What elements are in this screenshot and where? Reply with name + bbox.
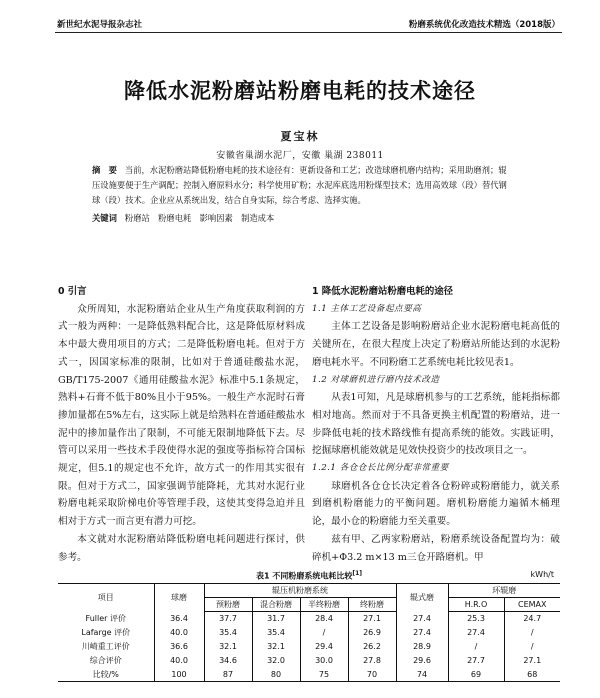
table-cell: 27.7 [448, 654, 504, 668]
table-cell: 75 [300, 668, 348, 682]
intro-paragraph-1: 众所周知，水泥粉磨站企业从生产角度获取利润的方式一般为两种：一是降低熟料配合比，这是降低原材料成本中最大费用项目的方式；二是降低粉磨电耗。但对于方式一，因国家标准的限制，比如对于普通硅酸盐水泥，GB/T175-2007《通用硅酸盐水泥》标准中5.1条规定，熟料+石膏不低于80%且小于95%。一般生产水泥时石膏掺加量都在5%左右，这实际上就是给熟料在普通硅酸盐水泥中的掺加量作出了限制，不可能无限制地降低下去。尽管可以采用一些技术手段使得水泥的强度等指标符合国标规定，但5.1的规定也不允许，故方式一的作用其实很有限。但对于方式二，国家强调节能降耗，尤其对水泥行业粉磨电耗采取阶梯电价等管理手段，这使其变得急迫并且相对于方式一而言更有潜力可挖。 [58, 303, 305, 528]
table-cell: / [448, 640, 504, 654]
table-cell: 24.7 [504, 612, 560, 626]
subsection-1-1-paragraph: 主体工艺设备是影响粉磨站企业水泥粉磨电耗高低的关键所在，在很大程度上决定了粉磨站所能达到的水泥粉磨电耗水平。不同粉磨工艺系统电耗比较见表1。 [312, 321, 560, 368]
table-cell: / [300, 626, 348, 640]
table-row [58, 612, 560, 626]
table-cell: / [504, 640, 560, 654]
keywords-text: 粉磨站 粉磨电耗 影响因素 制造成本 [124, 213, 275, 223]
subsection-1-2-1-heading: 1.2.1 各仓仓长比例分配非常重要 [312, 463, 449, 474]
table-cell: / [504, 626, 560, 640]
subsection-1-2-paragraph: 从表1可知，凡是球磨机参与的工艺系统，能耗指标都相对地高。然而对于不具备更换主机配置的粉磨站，进一步降低电耗的技术路线惟有提高系统的能效。实践证明，挖掘球磨机能效就是见效快投资少的技改项目之一。 [312, 392, 560, 457]
th-roller-press-group: 辊压机粉磨系统 [204, 584, 396, 598]
table-cell: 27.4 [396, 612, 448, 626]
table-caption-ref: [1] [352, 570, 363, 577]
table-cell: 36.4 [154, 612, 204, 626]
table-cell: 30.0 [300, 654, 348, 668]
right-column [312, 283, 560, 566]
subsection-1-1-heading: 1.1 主体工艺设备起点要高 [312, 303, 422, 314]
table-cell: 32.1 [204, 640, 252, 654]
section-1-heading: 1 降低水泥粉磨站粉磨电耗的途径 [312, 286, 454, 297]
author: 夏宝林 [280, 130, 320, 143]
table-cell: 27.4 [448, 626, 504, 640]
keywords [92, 212, 512, 224]
table-cell: 100 [154, 668, 204, 682]
table-cell: 74 [396, 668, 448, 682]
table-cell: 35.4 [204, 626, 252, 640]
row-label: 比较/% [58, 668, 154, 682]
table-cell: 40.0 [154, 654, 204, 668]
th-horo: H.R.O [448, 598, 504, 612]
th-pre-grinding: 预粉磨 [204, 598, 252, 612]
row-label: 川崎重工评价 [81, 642, 130, 651]
affiliation: 安徽省巢湖水泥厂，安徽 巢湖 238011 [216, 151, 384, 161]
th-semi-final-grinding: 半终粉磨 [300, 598, 348, 612]
table-cell: 28.9 [396, 640, 448, 654]
subsection-1-2-1-paragraph-a: 球磨机各仓仓长决定着各仓粉碎或粉磨能力，就关系到磨机粉磨能力的平衡问题。磨机粉磨能力遍循木桶理论，最小仓的粉磨能力至关重要。 [312, 480, 560, 528]
article-title: 降低水泥粉磨站粉磨电耗的技术途径 [124, 79, 476, 103]
table-cell: 25.3 [448, 612, 504, 626]
table-cell: 29.4 [300, 640, 348, 654]
table-cell: 87 [204, 668, 252, 682]
abstract-text: 当前，水泥粉磨站降低粉磨电耗的技术途径有：更新设备和工艺；改造球磨机磨内结构；采用助磨剂；辊压设施要便于生产调配；控制入磨原料水分；科学使用矿粉；水泥库底选用粉煤型技术；选用高效球（段）替代钢球（段）技术。企业应从系统出发，结合自身实际，综合考虑、选择实施。 [92, 165, 507, 205]
subsection-1-2-heading: 1.2 对球磨机进行磨内技术改造 [312, 374, 440, 385]
table-cell: 32.1 [252, 640, 300, 654]
table-cell: 27.8 [348, 654, 396, 668]
table-cell: 36.6 [154, 640, 204, 654]
abstract [92, 163, 512, 208]
table-cell: 29.6 [396, 654, 448, 668]
th-vertical-mill: 辊式磨 [396, 584, 448, 612]
th-final-grinding: 终粉磨 [348, 598, 396, 612]
header-rule [55, 32, 562, 33]
table-cell: 40.0 [154, 626, 204, 640]
table-cell: 26.2 [348, 640, 396, 654]
table-unit: kWh/t [530, 570, 554, 579]
table-row [58, 668, 560, 682]
table-row [58, 626, 560, 640]
table-cell: 69 [448, 668, 504, 682]
intro-heading: 0 引言 [58, 286, 87, 297]
table-cell: 70 [348, 668, 396, 682]
table-cell: 32.0 [252, 654, 300, 668]
keywords-label: 关键词 [92, 213, 117, 223]
table-cell: 27.4 [396, 626, 448, 640]
table-row [58, 640, 560, 654]
table-cell: 27.1 [348, 612, 396, 626]
running-header-book-title: 粉磨系统优化改造技术精选（2018版） [408, 20, 560, 30]
table-cell: 37.7 [204, 612, 252, 626]
table-cell: 26.9 [348, 626, 396, 640]
th-mixed-grinding: 混合粉磨 [252, 598, 300, 612]
left-column [58, 283, 305, 566]
th-ballmill: 球磨 [154, 584, 204, 612]
row-label: Lafarge 评价 [81, 628, 131, 637]
table-cell: 34.6 [204, 654, 252, 668]
table-cell: 35.4 [252, 626, 300, 640]
th-ring-roller-group: 环辊磨 [448, 584, 560, 598]
th-cemax: CEMAX [504, 598, 560, 612]
th-item: 项目 [58, 584, 154, 612]
table-cell: 31.7 [252, 612, 300, 626]
table-row [58, 654, 560, 668]
power-consumption-table [58, 583, 560, 682]
table-cell: 80 [252, 668, 300, 682]
subsection-1-2-1-paragraph-b: 兹有甲、乙两家粉磨站，粉磨系统设备配置均为：破碎机+Φ3.2 m×13 m三仓开路磨机。甲 [312, 533, 560, 563]
table-cell: 28.4 [300, 612, 348, 626]
row-label: 综合评价 [89, 656, 122, 665]
table-cell: 68 [504, 668, 560, 682]
intro-paragraph-2: 本文就对水泥粉磨站降低粉磨电耗问题进行探讨，供参考。 [58, 533, 305, 563]
abstract-label: 摘 要 [92, 165, 117, 175]
running-header-publisher: 新世纪水泥导报杂志社 [57, 20, 143, 30]
table-cell: 27.1 [504, 654, 560, 668]
row-label: Fuller 评价 [85, 614, 126, 623]
table-caption [58, 570, 560, 582]
table-caption-text: 表1 不同粉磨系统电耗比较 [255, 571, 353, 581]
